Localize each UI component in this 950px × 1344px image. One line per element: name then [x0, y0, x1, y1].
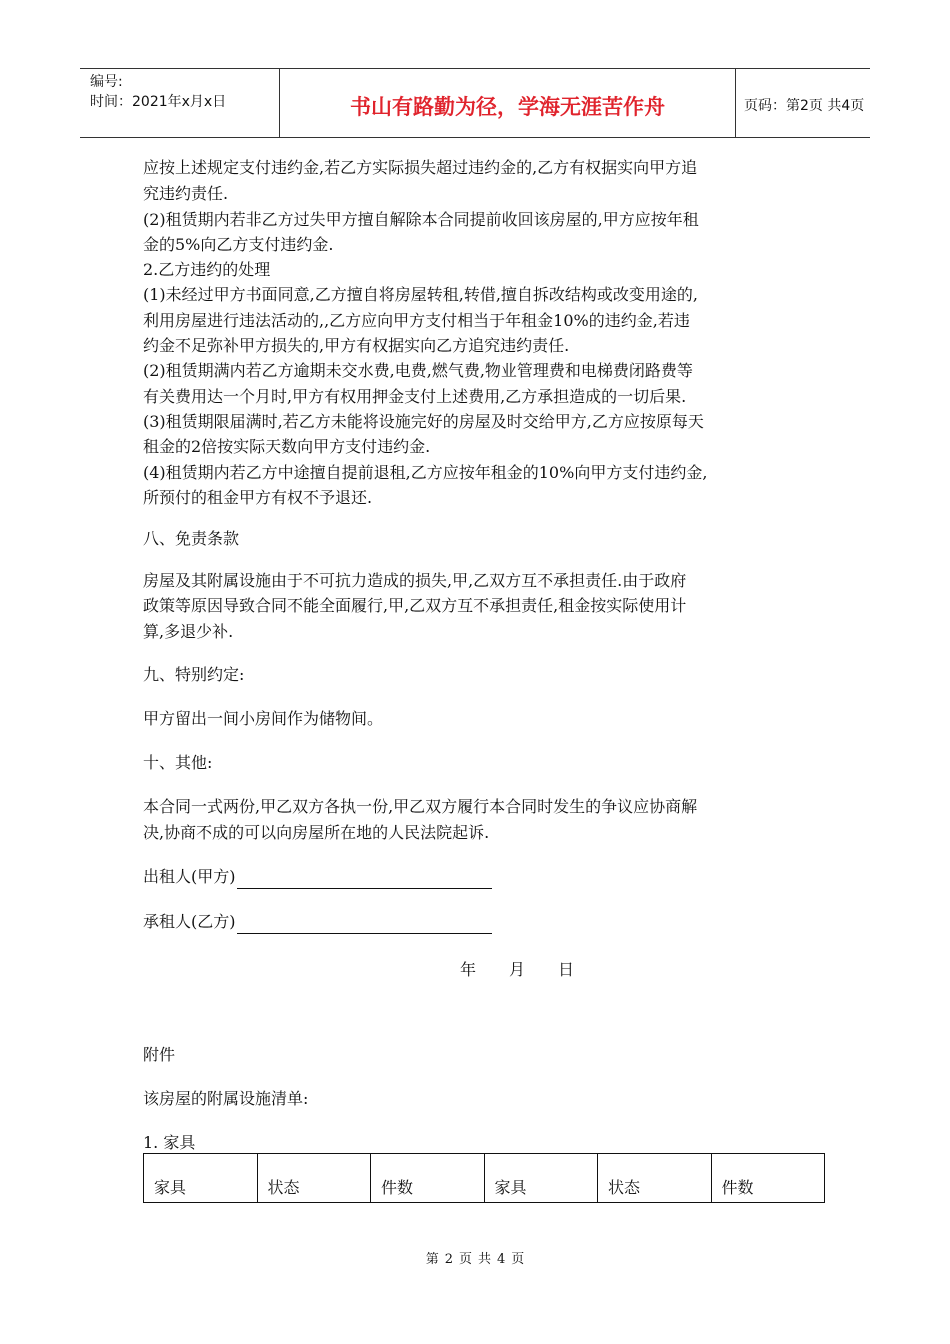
appendix-intro: 该房屋的附属设施清单: — [143, 1089, 309, 1108]
body-line: 房屋及其附属设施由于不可抗力造成的损失,甲,乙双方互不承担责任.由于政府 — [143, 571, 687, 590]
page-footer — [0, 1248, 950, 1267]
footer-page-number: 2 — [444, 1252, 453, 1267]
body-line: 本合同一式两份,甲乙双方各执一份,甲乙双方履行本合同时发生的争议应协商解 — [143, 797, 698, 816]
body-line: (4)租赁期内若乙方中途擅自提前退租,乙方应按年租金的10%向甲方支付违约金, — [143, 463, 708, 482]
document-date: 时间：2021年x月x日 — [90, 94, 227, 110]
header-meta — [80, 69, 280, 137]
section-heading: 九、特别约定: — [143, 665, 245, 684]
header-motto-cell — [280, 69, 736, 137]
footer-ye: 页 — [458, 1252, 472, 1267]
footer-gong: 共 — [478, 1252, 492, 1267]
section-heading: 十、其他: — [143, 753, 213, 772]
body-line: 究违约责任. — [143, 184, 229, 203]
header-page-info-cell — [736, 69, 870, 137]
body-line: 算,多退少补. — [143, 622, 234, 641]
lessee-signature-line — [237, 915, 492, 934]
date-month: 月 — [509, 960, 526, 979]
lessee-signature-row — [143, 910, 492, 934]
footer-ye: 页 — [511, 1252, 525, 1267]
date-day: 日 — [558, 960, 575, 979]
body-line: 决,协商不成的可以向房屋所在地的人民法院起诉. — [143, 823, 490, 842]
lessor-label: 出租人(甲方) — [143, 867, 236, 886]
body-line: 有关费用达一个月时,甲方有权用押金支付上述费用,乙方承担造成的一切后果. — [143, 387, 687, 406]
table-header-row — [144, 1154, 825, 1203]
date-year: 年 — [460, 960, 477, 979]
section-heading: 八、免责条款 — [143, 529, 240, 548]
body-line: (3)租赁期限届满时,若乙方未能将设施完好的房屋及时交给甲方,乙方应按原每天 — [143, 412, 704, 431]
body-line: 政策等原因导致合同不能全面履行,甲,乙双方互不承担责任,租金按实际使用计 — [143, 596, 687, 615]
furniture-table — [143, 1153, 825, 1203]
section-heading: 2.乙方违约的处理 — [143, 260, 271, 279]
lessor-signature-row — [143, 865, 492, 889]
body-line: 金的5%向乙方支付违约金. — [143, 235, 334, 254]
body-line: 租金的2倍按实际天数向甲方支付违约金. — [143, 437, 431, 456]
body-line: (2)租赁期满内若乙方逾期未交水费,电费,燃气费,物业管理费和电梯费闭路费等 — [143, 361, 693, 380]
body-line: 应按上述规定支付违约金,若乙方实际损失超过违约金的,乙方有权据实向甲方追 — [143, 158, 698, 177]
header-motto: 书山有路勤为径，学海无涯苦作舟 — [350, 95, 665, 119]
header-page-info: 页码：第2页 共4页 — [744, 98, 865, 114]
table-header-cell: 状态 — [598, 1154, 712, 1203]
footer-di: 第 — [425, 1252, 439, 1267]
body-line: 利用房屋进行违法活动的,,乙方应向甲方支付相当于年租金10%的违约金,若违 — [143, 311, 690, 330]
table-header-cell: 件数 — [371, 1154, 485, 1203]
document-number-label: 编号: — [90, 74, 123, 90]
body-line: 所预付的租金甲方有权不予退还. — [143, 488, 373, 507]
page-header — [80, 68, 870, 138]
lessor-signature-line — [237, 870, 492, 889]
table-header-cell: 家具 — [144, 1154, 258, 1203]
body-line: 约金不足弥补甲方损失的,甲方有权据实向乙方追究违约责任. — [143, 336, 570, 355]
table-header-cell: 件数 — [711, 1154, 825, 1203]
table-header-cell: 状态 — [257, 1154, 371, 1203]
footer-total-pages: 4 — [497, 1252, 506, 1267]
body-line: 甲方留出一间小房间作为储物间。 — [143, 709, 384, 728]
furniture-heading: 1. 家具 — [143, 1133, 196, 1152]
table-header-cell: 家具 — [484, 1154, 598, 1203]
body-line: (1)未经过甲方书面同意,乙方擅自将房屋转租,转借,擅自拆改结构或改变用途的, — [143, 285, 699, 304]
lessee-label: 承租人(乙方) — [143, 912, 236, 931]
appendix-title: 附件 — [143, 1045, 176, 1064]
body-line: (2)租赁期内若非乙方过失甲方擅自解除本合同提前收回该房屋的,甲方应按年租 — [143, 210, 699, 229]
